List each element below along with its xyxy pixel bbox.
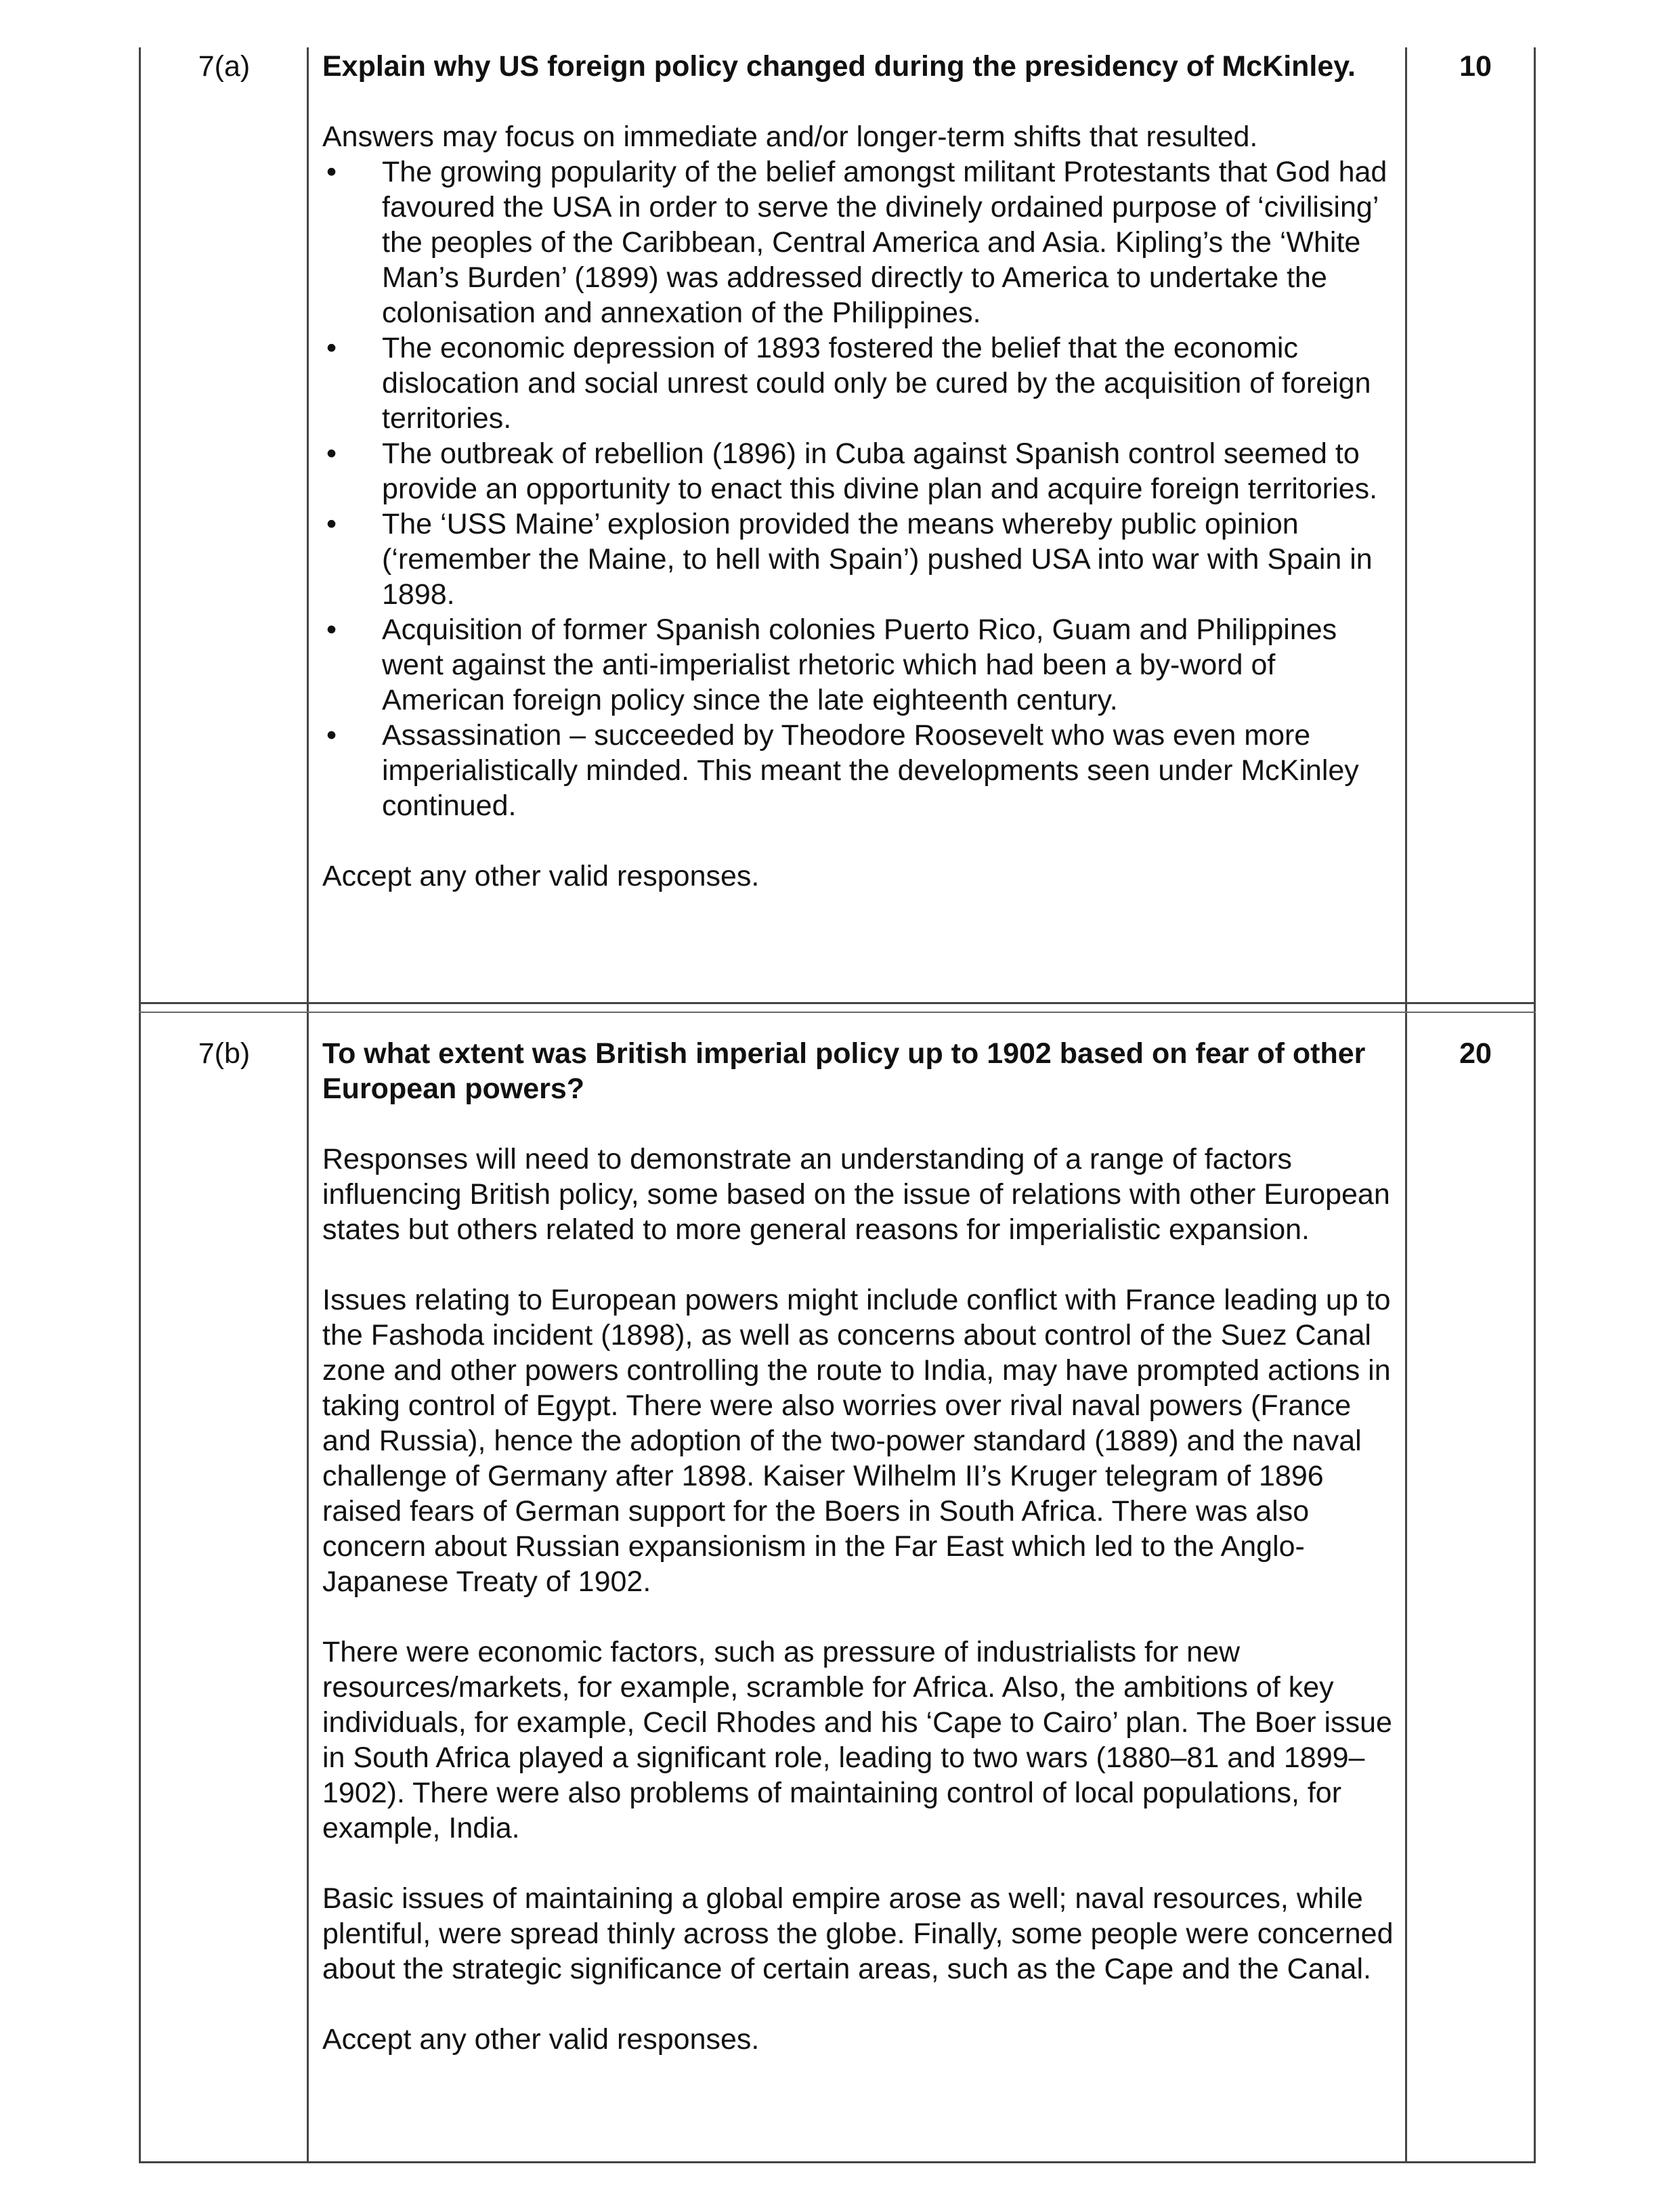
bullet-icon: • bbox=[326, 332, 337, 364]
bullet-item bbox=[322, 718, 1399, 823]
bullet-item bbox=[322, 612, 1399, 718]
question-content-7a bbox=[322, 49, 1399, 894]
question-intro-7a: Answers may focus on immediate and/or longer-term shifts that resulted. bbox=[322, 121, 1258, 153]
paragraph-7b-2: Issues relating to European powers might include conflict with France leading up to the Fashoda incident (1898), as well as concerns about control of the Suez Canal zone and other powers controlling the route to India, may have prompted actions in taking control of Egypt. There were also worries over rival naval powers (France and Russia), hence the adoption of the two-power standard (1889) and the naval challenge of Germany after 1898. Kaiser Wilhelm II’s Kruger telegram of 1896 raised fears of German support for the Boers in South Africa. There was also concern about Russian expansionism in the Far East which led to the Anglo-Japanese Treaty of 1902. bbox=[322, 1284, 1391, 1598]
paragraph-7b-1: Responses will need to demonstrate an understanding of a range of factors influencing British policy, some based on the issue of relations with other European states but others related to more general reasons for imperialistic expansion. bbox=[322, 1143, 1390, 1246]
question-number-7b: 7(b) bbox=[198, 1037, 251, 1070]
paragraph-7b-3: There were economic factors, such as pressure of industrialists for new resources/markets, for example, scramble for Africa. Also, the ambitions of key individuals, for example, Cecil Rhodes and his ‘Cape to Cairo’ plan. The Boer issue in South Africa played a significant role, leading to two wars (1880–81 and 1899–1902). There were also problems of maintaining control of local populations, for example, India. bbox=[322, 1636, 1392, 1844]
question-content-7b bbox=[322, 1036, 1399, 2057]
question-number-7a: 7(a) bbox=[198, 50, 251, 83]
marks-column-divider bbox=[1405, 47, 1407, 2163]
table-left-border bbox=[139, 47, 141, 2163]
row-separator-bottom bbox=[139, 1012, 1536, 1013]
bullet-item bbox=[322, 506, 1399, 612]
bullet-text: The ‘USS Maine’ explosion provided the means whereby public opinion (‘remember the Maine, to hell with Spain’) pushed USA into war with Spain in 1898. bbox=[382, 508, 1373, 611]
row-separator-top bbox=[139, 1002, 1536, 1004]
bullet-text: Acquisition of former Spanish colonies Puerto Rico, Guam and Philippines went against the anti-imperialist rhetoric which had been a by-word of American foreign policy since the late eighteenth century. bbox=[382, 613, 1337, 716]
marks-7b: 20 bbox=[1459, 1037, 1492, 1070]
bullet-icon: • bbox=[326, 719, 337, 752]
question-number-column-divider bbox=[307, 47, 309, 2163]
bullet-icon: • bbox=[326, 156, 337, 188]
bullet-item bbox=[322, 154, 1399, 330]
closing-note-7a: Accept any other valid responses. bbox=[322, 860, 760, 892]
question-title-7b: To what extent was British imperial policy up to 1902 based on fear of other European powers? bbox=[322, 1037, 1366, 1105]
bullet-text: The outbreak of rebellion (1896) in Cuba against Spanish control seemed to provide an opportunity to enact this divine plan and acquire foreign territories. bbox=[382, 437, 1378, 505]
bullet-list-7a bbox=[322, 154, 1399, 823]
marks-7a: 10 bbox=[1459, 50, 1492, 83]
bullet-text: Assassination – succeeded by Theodore Roosevelt who was even more imperialistically minded. This meant the developments seen under McKinley continued. bbox=[382, 719, 1359, 822]
closing-note-7b: Accept any other valid responses. bbox=[322, 2023, 760, 2056]
bullet-item bbox=[322, 436, 1399, 506]
bullet-icon: • bbox=[326, 437, 337, 470]
bullet-icon: • bbox=[326, 508, 337, 540]
question-title-7a: Explain why US foreign policy changed during the presidency of McKinley. bbox=[322, 50, 1356, 83]
bullet-text: The growing popularity of the belief amongst militant Protestants that God had favoured the USA in order to serve the divinely ordained purpose of ‘civilising’ the peoples of the Caribbean, Central America and Asia. Kipling’s the ‘White Man’s Burden’ (1899) was addressed directly to America to undertake the colonisation and annexation of the Philippines. bbox=[382, 156, 1387, 329]
bullet-icon: • bbox=[326, 613, 337, 646]
bullet-text: The economic depression of 1893 fostered the belief that the economic dislocation and social unrest could only be cured by the acquisition of foreign territories. bbox=[382, 332, 1371, 435]
table-right-border bbox=[1534, 47, 1536, 2163]
table-bottom-border bbox=[139, 2161, 1536, 2163]
paragraph-7b-4: Basic issues of maintaining a global empire arose as well; naval resources, while plentiful, were spread thinly across the globe. Finally, some people were concerned about the strategic significance of certain areas, such as the Cape and the Canal. bbox=[322, 1882, 1394, 1985]
bullet-item bbox=[322, 330, 1399, 436]
